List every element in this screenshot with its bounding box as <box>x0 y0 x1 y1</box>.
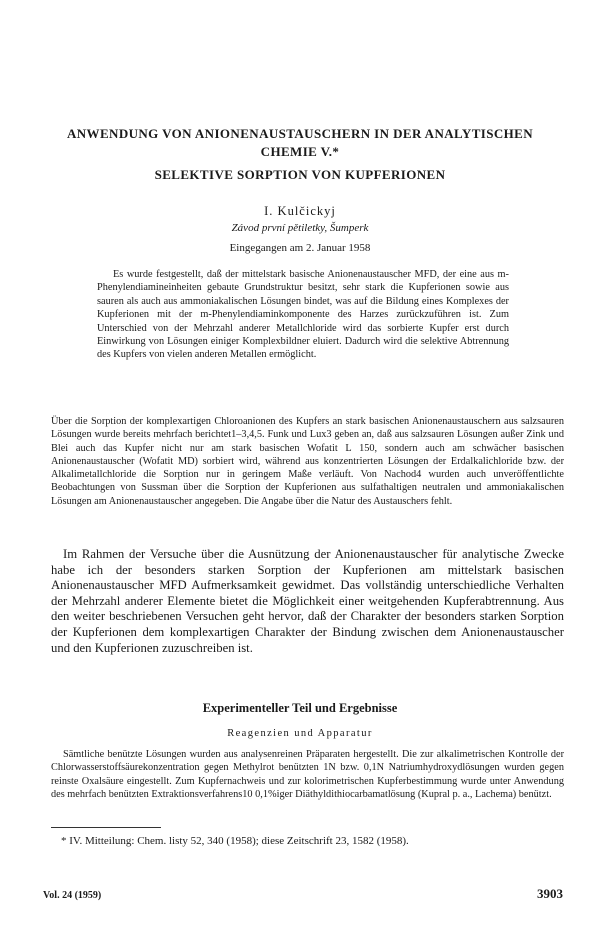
title-line-3: SELEKTIVE SORPTION VON KUPFERIONEN <box>154 167 446 182</box>
footnote-divider <box>51 827 161 828</box>
subsection-heading: Reagenzien und Apparatur <box>227 728 373 739</box>
journal-volume: Vol. 24 (1959) <box>43 890 102 901</box>
body-paragraph: Im Rahmen der Versuche über die Ausnützung der Anionenaustauscher für analytische Zwecke habe ich der besonders starken Sorption der Kupferionen am mittelstark basischen Anionenaustauscher MFD Aufmerksamkeit gewidmet. Das vollständig unterschiedliche Verhalten der Mehrzahl anderer Elemente bietet die Möglichkeit einer weitgehenden Kupferabtrennung. Aus den weiter beschriebenen Versuchen geht hervor, daß der Charakter der besonders starken Sorption der Kupferionen dem komplexartigen Charakter der Bindung zwischen dem Anionenaustauscher und den Kupferionen zuzuschreiben ist. <box>51 547 564 655</box>
page-number: 3903 <box>537 886 563 901</box>
abstract: Es wurde festgestellt, daß der mittelstark basische Anionenaustauscher MFD, der eine aus m-Phenylendiamineinheiten gebaute Grundstruktur besitzt, sehr stark die Kupferionen sowie aus sauren als auch aus ammoniakalischen Lösungen bindet, was auf die Bildung eines Komplexes der Kupferionen mit der m-Phenylendiaminkomponente des Harzes zurückzuführen ist. Zum Unterschied von der Mehrzahl anderer Metallchloride wird das sorbierte Kupfer erst durch Einwirkung von Lösungen einiger Komplexbildner eluiert. Dadurch wird die selektive Abtrennung des Kupfers von vielen anderen Metallen ermöglicht. <box>97 269 509 361</box>
title-line-2: CHEMIE V.* <box>260 144 340 159</box>
affiliation: Závod první pětiletky, Šumperk <box>231 222 369 234</box>
author: I. Kulčickyj <box>264 204 336 218</box>
title-line-1: ANWENDUNG VON ANIONENAUSTAUSCHERN IN DER ANALYTISCHEN <box>66 126 534 141</box>
received-date: Eingegangen am 2. Januar 1958 <box>229 242 371 254</box>
section-heading: Experimenteller Teil und Ergebnisse <box>202 701 398 715</box>
intro-paragraph: Über die Sorption der komplexartigen Chloroanionen des Kupfers an stark basischen Anionenaustauschern aus salzsauren Lösungen wurde bereits mehrfach berichtet1–3,4,5. Funk und Lux3 geben an, daß aus salzsauren Lösungen außer Zink und Blei auch das Kupfer nicht nur am stark basischen Wofatit L 150, sondern auch am schwächer basischen Anionenaustauscher (Wofatit MD) sorbiert wird, während aus konzentrierten Lösungen der Erdalkalichloride bzw. der Alkalimetallchloride die Sorption nur in geringem Maße verläuft. Von Nachod4 wurden auch unveröffentlichte Beobachtungen von Sussman über die Sorption der Kupferionen aus sulfathaltigen neutralen und ammoniakalischen Lösungen am Anionenaustauscher angegeben. Die Angabe über die Natur des Austauschers fehlt. <box>51 416 564 507</box>
methods-paragraph: Sämtliche benützte Lösungen wurden aus analysenreinen Präparaten hergestellt. Die zur alkalimetrischen Kontrolle der Chlorwasserstoffsäurekonzentration gegen Methylrot benützten 1N bzw. 0,1N Natriumhydroxydlösungen wurden gegen reinste Oxalsäure eingestellt. Zum Kupfernachweis und zur kolorimetrischen Kupferbestimmung wurde unter Anwendung des mehrfach benützten Extraktionsverfahrens10 0,1%iger Diäthyldithiocarbamatlösung (Kupral p. a., Lachema) benützt. <box>51 749 564 801</box>
footnote: * IV. Mitteilung: Chem. listy 52, 340 (1958); diese Zeitschrift 23, 1582 (1958). <box>61 835 409 847</box>
